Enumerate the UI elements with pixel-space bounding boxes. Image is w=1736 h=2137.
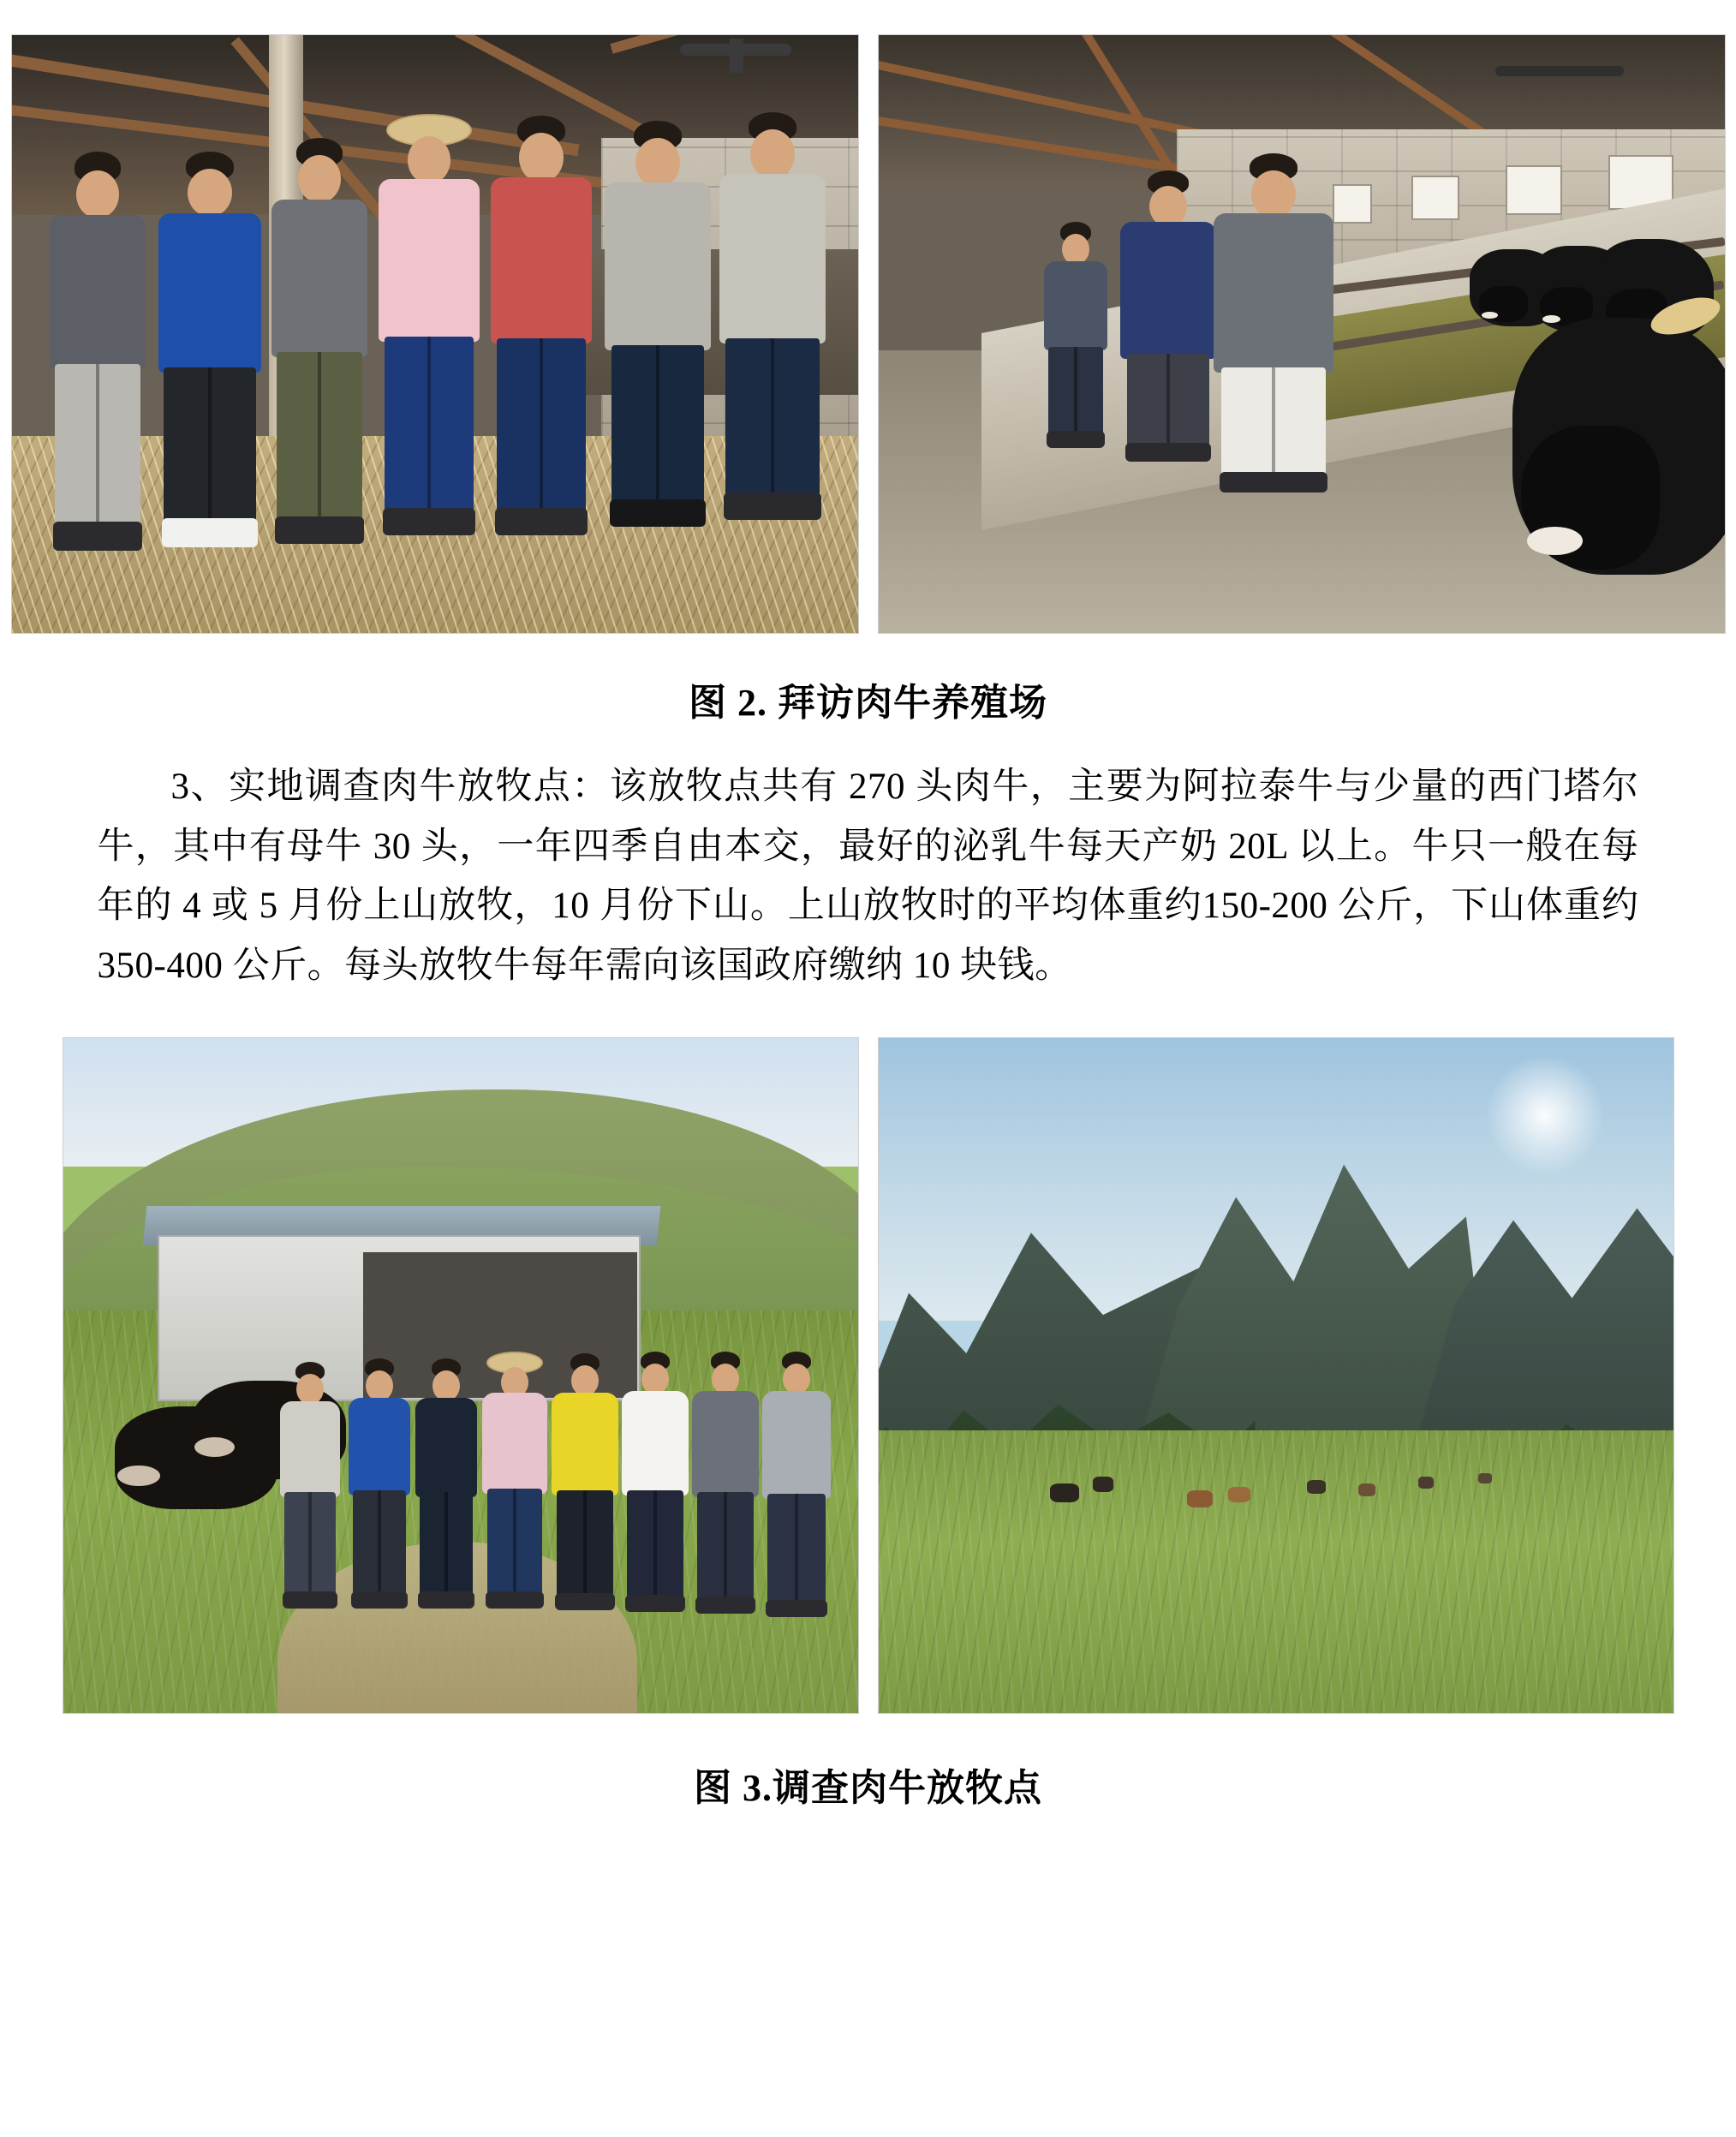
- figure-3-images: [0, 1037, 1736, 1714]
- grazing-cow: [1050, 1483, 1079, 1502]
- paragraph-text: 3、实地调查肉牛放牧点：该放牧点共有 270 头肉牛，主要为阿拉泰牛与少量的西门塔尔牛，其中有母牛 30 头，一年四季自由本交，最好的泌乳牛每天产奶 20L 以上。牛只一般在每年的 4 或 5 月份上山放牧，10 月份下山。上山放牧时的平均体重约150-200 公斤，下山体重约 350-400 公斤。每头放牧牛每年需向该国政府缴纳 10 块钱。: [97, 767, 1639, 986]
- person-6: [603, 121, 713, 597]
- cow-foreground: [1512, 318, 1726, 575]
- grazing-cow: [1093, 1477, 1113, 1492]
- grazing-cow: [1418, 1477, 1434, 1489]
- grazing-cow: [1187, 1490, 1213, 1507]
- photo-group-at-mountain-pasture-shed: [63, 1037, 859, 1714]
- photo-cows-at-feeding-trough: [878, 34, 1726, 634]
- person-8: [761, 1352, 832, 1631]
- pasture-grass-texture: [879, 1430, 1673, 1713]
- person-visitor-2: [1117, 170, 1220, 496]
- person-visitor-3: [1209, 153, 1338, 530]
- barn-window: [1411, 176, 1459, 220]
- figure-3-caption: 图 3.调查肉牛放牧点: [694, 1766, 1042, 1809]
- ceiling-fan: [1495, 66, 1624, 76]
- grazing-cow: [1478, 1473, 1492, 1483]
- photo-visit-group-in-cattle-barn: [11, 34, 859, 634]
- person-2: [346, 1358, 413, 1621]
- figure-2-images: [0, 34, 1736, 634]
- grazing-cow: [1228, 1487, 1250, 1502]
- grazing-cow: [1307, 1480, 1326, 1494]
- person-7: [690, 1352, 761, 1629]
- person-5: [488, 116, 594, 597]
- figure-2-caption: 图 2. 拜访肉牛养殖场: [689, 682, 1047, 724]
- sun-glare: [1485, 1055, 1605, 1175]
- barn-window: [1506, 165, 1562, 215]
- ceiling-fan-mount: [730, 39, 743, 73]
- photo-mountain-valley-pasture: [878, 1037, 1674, 1714]
- body-paragraph: [98, 757, 1639, 996]
- person-1: [277, 1362, 343, 1619]
- person-visitor-1: [1041, 222, 1110, 462]
- person-3: [269, 134, 370, 597]
- person-7: [718, 112, 827, 597]
- person-4-with-hat: [480, 1353, 550, 1624]
- barn-window: [1333, 184, 1372, 224]
- person-5-yellow-shirt: [550, 1353, 620, 1626]
- person-4-with-hat: [375, 117, 483, 597]
- person-2: [156, 143, 264, 597]
- person-6: [620, 1352, 690, 1627]
- person-3: [413, 1358, 480, 1622]
- grazing-cow: [1358, 1483, 1375, 1496]
- person-1: [46, 152, 149, 597]
